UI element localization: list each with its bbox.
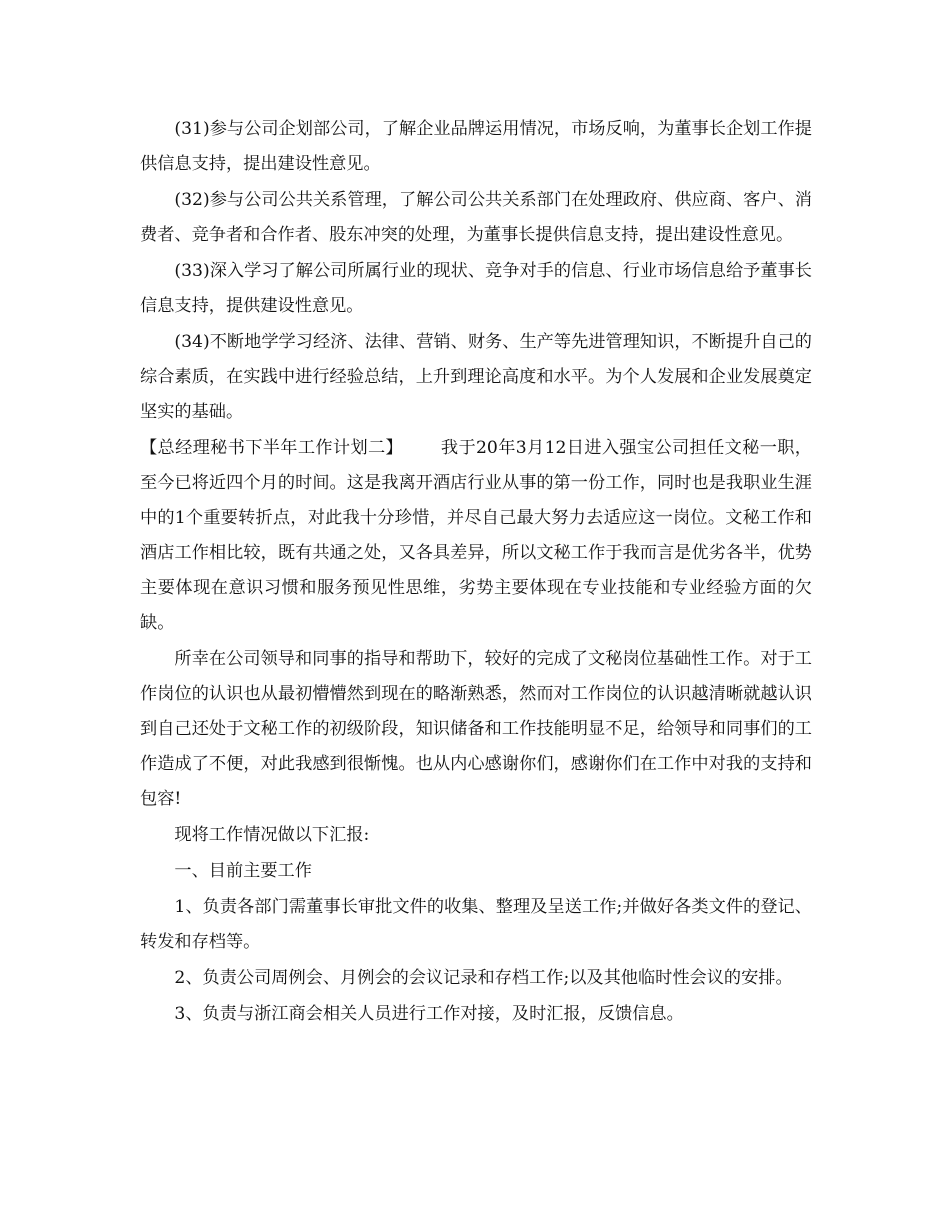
section-intro-paragraph: [140, 431, 812, 641]
intro-text: 我于20年3月12日进入强宝公司担任文秘一职，至今已将近四个月的时间。这是我离开酒店行业从事的第一份工作，同时也是我职业生涯中的1个重要转折点，对此我十分珍惜，并尽自己最大努力去适应这一岗位。文秘工作和酒店工作相比较，既有共通之处，又各具差异，所以文秘工作于我而言是优劣各半，优势主要体现在意识习惯和服务预见性思维，劣势主要体现在专业技能和专业经验方面的欠缺。: [140, 438, 812, 633]
subsection-heading: 一、目前主要工作: [174, 861, 312, 881]
list-item-3: 3、负责与浙江商会相关人员进行工作对接，及时汇报，反馈信息。: [174, 1004, 684, 1024]
report-intro: 现将工作情况做以下汇报:: [174, 825, 370, 845]
paragraph-31: (31)参与公司企划部公司，了解企业品牌运用情况，市场反响，为董事长企划工作提供信息支持，提出建设性意见。: [140, 119, 812, 174]
list-item-2: 2、负责公司周例会、月例会的会议记录和存档工作;以及其他临时性会议的安排。: [174, 968, 793, 988]
section-heading: 【总经理秘书下半年工作计划二】: [140, 438, 404, 458]
paragraph-32: (32)参与公司公共关系管理，了解公司公共关系部门在处理政府、供应商、客户、消费者、竞争者和合作者、股东冲突的处理，为董事长提供信息支持，提出建设性意见。: [140, 190, 812, 245]
paragraph-34: (34)不断地学学习经济、法律、营销、财务、生产等先进管理知识，不断提升自己的综合素质，在实践中进行经验总结，上升到理论高度和水平。为个人发展和企业发展奠定坚实的基础。: [140, 332, 812, 422]
thanks-paragraph: 所幸在公司领导和同事的指导和帮助下，较好的完成了文秘岗位基础性工作。对于工作岗位的认识也从最初懵懵然到现在的略渐熟悉，然而对工作岗位的认识越清晰就越认识到自己还处于文秘工作的初级阶段，知识储备和工作技能明显不足，给领导和同事们的工作造成了不便，对此我感到很惭愧。也从内心感谢你们，感谢你们在工作中对我的支持和包容!: [140, 649, 812, 809]
document-page: [140, 112, 812, 1033]
paragraph-33: (33)深入学习了解公司所属行业的现状、竞争对手的信息、行业市场信息给予董事长信息支持，提供建设性意见。: [140, 261, 812, 316]
list-item-1: 1、负责各部门需董事长审批文件的收集、整理及呈送工作;并做好各类文件的登记、转发和存档等。: [140, 897, 812, 952]
